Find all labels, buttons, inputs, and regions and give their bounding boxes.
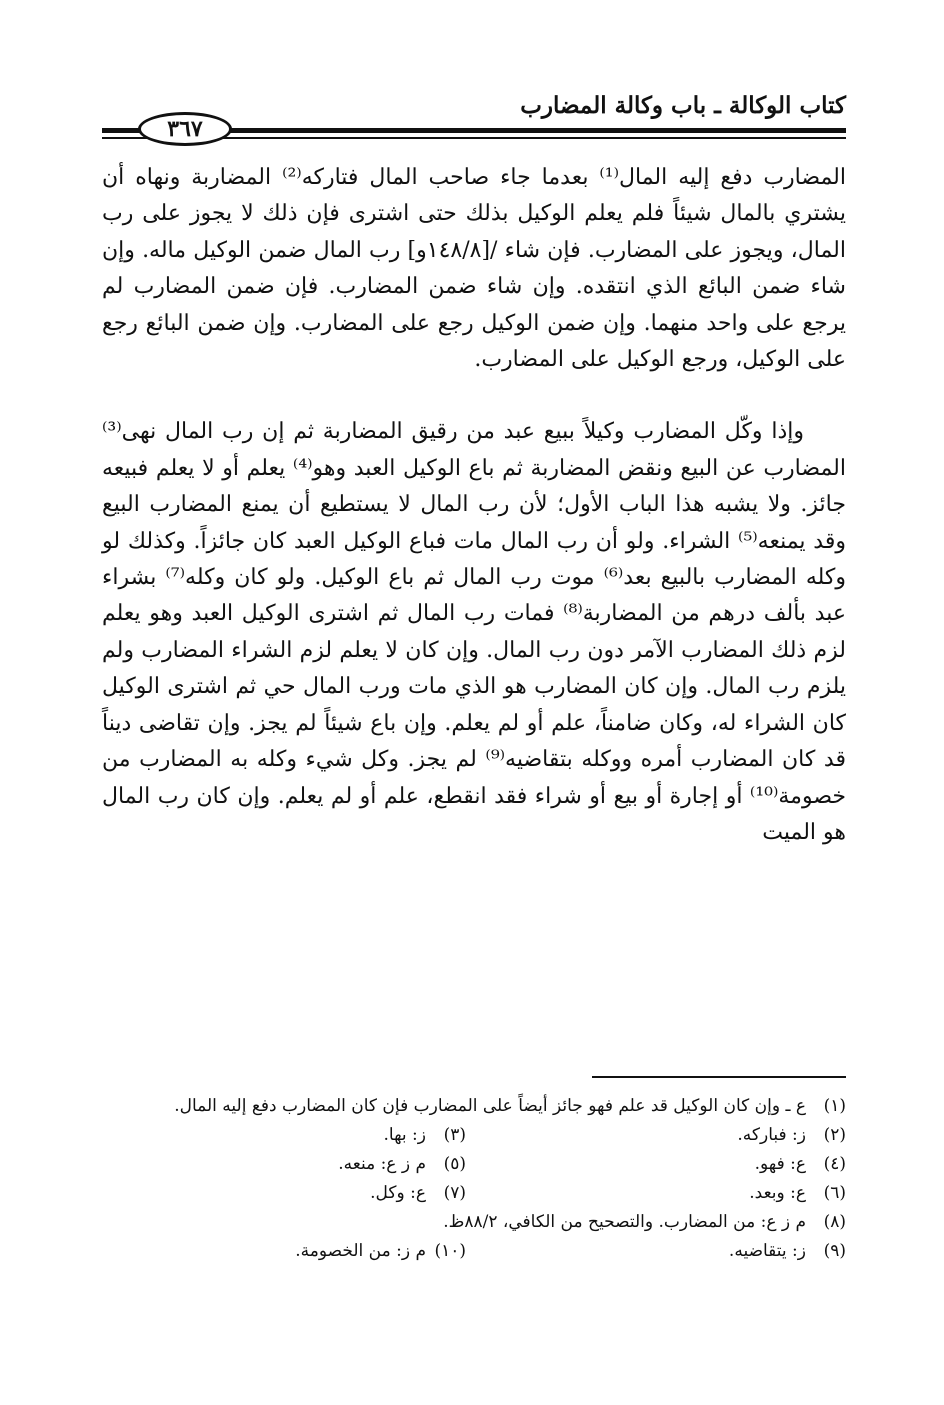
page-header — [102, 88, 846, 146]
footnote-row — [102, 1237, 846, 1266]
footnote-row — [102, 1179, 846, 1208]
main-text — [102, 160, 846, 851]
footnote-3 — [102, 1121, 466, 1150]
page-number: ٣٦٧ — [138, 112, 232, 146]
footnote-number: (٣) — [443, 1125, 466, 1145]
footnote-number: (٦) — [823, 1183, 846, 1203]
footnote-10 — [102, 1237, 466, 1266]
footnote-4 — [466, 1150, 846, 1179]
footnote-8 — [102, 1208, 846, 1237]
footnote-number: (٩) — [823, 1241, 846, 1261]
footnote-row — [102, 1121, 846, 1150]
footnote-text: ع: وكل. — [370, 1183, 426, 1203]
paragraph-1: المضارب دفع إليه المال⁽¹⁾ بعدما جاء صاحب المال فتاركه⁽²⁾ المضاربة ونهاه أن يشتري بالمال شيئاً فلم يعلم الوكيل بذلك حتى اشترى فإن ذلك لا يجوز على رب المال، ويجوز على المضارب. فإن شاء /[١٤٨/٨و] رب المال ضمن الوكيل ماله. وإن شاء ضمن البائع الذي انتقده. وإن شاء ضمن المضارب. فإن ضمن المضارب لم يرجع على واحد منهما. وإن ضمن الوكيل رجع على المضارب. وإن ضمن البائع رجع على الوكيل، ورجع الوكيل على المضارب. — [102, 165, 846, 373]
footnote-separator — [592, 1076, 846, 1078]
footnote-number: (٤) — [823, 1154, 846, 1174]
footnote-text: م ز ع: من المضارب. والتصحيح من الكافي، ٨٨/٢ظ. — [443, 1212, 806, 1232]
footnote-number: (١٠) — [434, 1241, 466, 1261]
footnotes — [102, 1092, 846, 1266]
footnote-2 — [466, 1121, 846, 1150]
footnote-text: ز: فباركه. — [737, 1125, 806, 1145]
footnote-text: ز: بها. — [383, 1125, 426, 1145]
footnote-text: م ز: من الخصومة. — [295, 1241, 426, 1261]
footnote-number: (٧) — [443, 1183, 466, 1203]
footnote-1 — [102, 1092, 846, 1121]
footnote-text: ع: وبعد. — [749, 1183, 806, 1203]
footnote-text: ز: يتقاضيه. — [728, 1241, 806, 1261]
footnote-5 — [102, 1150, 466, 1179]
footnote-6 — [466, 1179, 846, 1208]
footnote-number: (٨) — [823, 1212, 846, 1232]
footnote-7 — [102, 1179, 466, 1208]
footnote-text: م ز ع: منعه. — [338, 1154, 426, 1174]
footnote-number: (٢) — [823, 1125, 846, 1145]
footnote-row — [102, 1150, 846, 1179]
footnote-text: ع: فهو. — [754, 1154, 806, 1174]
footnote-9 — [466, 1237, 846, 1266]
footnote-number: (٥) — [443, 1154, 466, 1174]
footnote-number: (١) — [823, 1096, 846, 1116]
footnote-text: ع ـ وإن كان الوكيل قد علم فهو جائز أيضاً على المضارب فإن كان المضارب دفع إليه المال. — [174, 1096, 806, 1116]
paragraph-2: وإذا وكّل المضارب وكيلاً ببيع عبد من رقيق المضاربة ثم إن رب المال نهى⁽³⁾ المضارب عن البيع ونقض المضاربة ثم باع الوكيل العبد وهو⁽⁴⁾ يعلم أو لا يعلم فبيعه جائز. ولا يشبه هذا الباب الأول؛ لأن رب المال لا يستطيع أن يمنع المضارب البيع وقد يمنعه⁽⁵⁾ الشراء. ولو أن رب المال مات فباع الوكيل العبد كان جائزاً. وكذلك لو وكله المضارب بالبيع بعد⁽⁶⁾ موت رب المال ثم باع الوكيل. ولو كان وكله⁽⁷⁾ بشراء عبد بألف درهم من المضاربة⁽⁸⁾ فمات رب المال ثم اشترى الوكيل العبد وهو يعلم لزم ذلك المضارب الآمر دون رب المال. وإن كان لا يعلم لزم الشراء المضارب ولم يلزم رب المال. وإن كان المضارب هو الذي مات ورب المال حي ثم اشترى الوكيل كان الشراء له، وكان ضامناً، علم أو لم يعلم. وإن باع شيئاً لم يجز. وإن تقاضى ديناً قد كان المضارب أمره ووكله بتقاضيه⁽⁹⁾ لم يجز. وكل شيء وكله به المضارب من خصومة⁽¹⁰⁾ أو إجارة أو بيع أو شراء فقد انقطع، علم أو لم يعلم. وإن كان رب المال هو الميت — [102, 419, 847, 845]
running-title: كتاب الوكالة ـ باب وكالة المضارب — [520, 92, 846, 119]
